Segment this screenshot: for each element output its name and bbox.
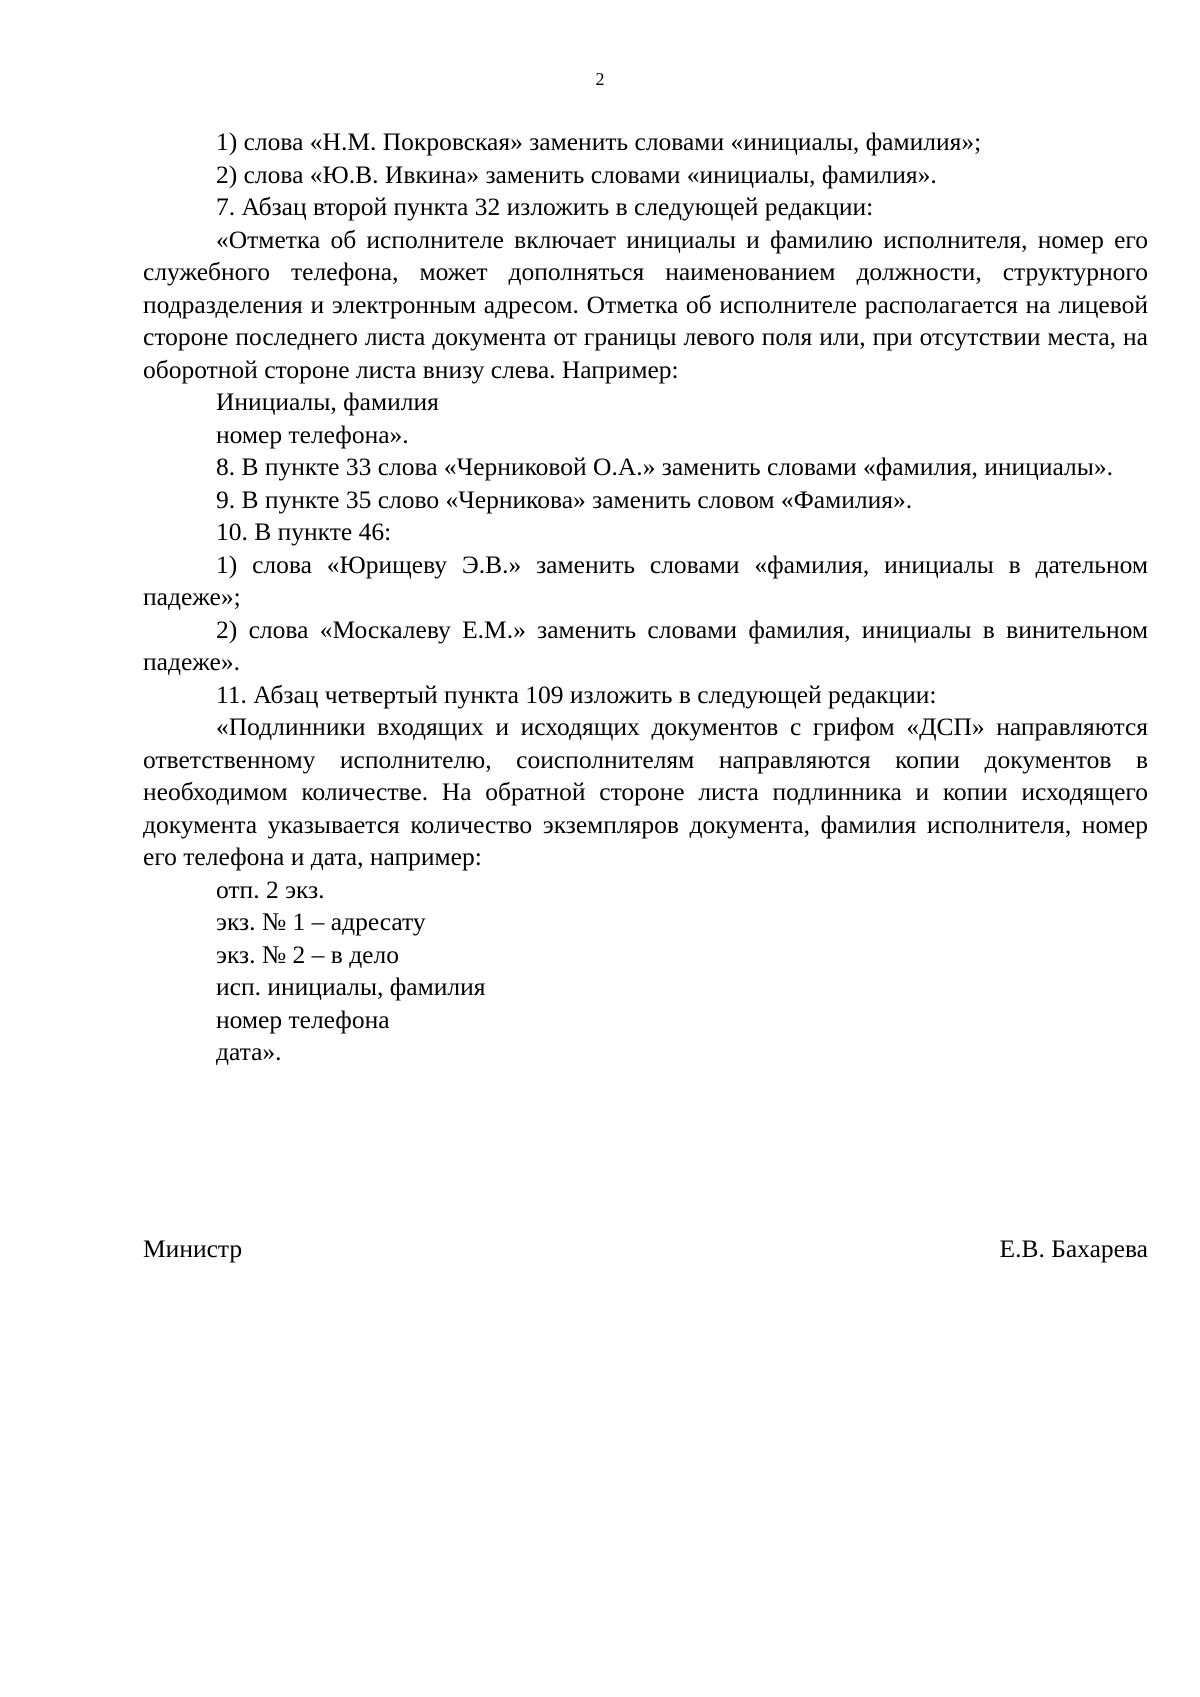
example-line: экз. № 1 – адресату — [216, 907, 426, 936]
paragraph-item-10-2: 2) слова «Москалеву Е.М.» заменить словами фамилия, инициалы в винительном падеже». — [143, 614, 1148, 676]
example-line: дата». — [216, 1037, 282, 1066]
paragraph-point-8: 8. В пункте 33 слова «Черниковой О.А.» заменить словами «фамилия, инициалы». — [216, 452, 1113, 481]
example-line: экз. № 2 – в дело — [216, 939, 399, 969]
example-line: номер телефона — [216, 1004, 390, 1034]
page-number: 2 — [595, 69, 605, 89]
document-body — [143, 126, 1148, 1069]
paragraph-point-10: 10. В пункте 46: — [216, 517, 392, 546]
paragraph-item-1-1: 1) слова «Н.М. Покровская» заменить словами «инициалы, фамилия»; — [216, 127, 982, 156]
signatory-title: Министр — [143, 1234, 243, 1263]
example-line: Инициалы, фамилия — [216, 387, 439, 416]
example-line: отп. 2 экз. — [216, 874, 325, 904]
example-line: номер телефона». — [216, 419, 409, 449]
example-line: исп. инициалы, фамилия — [216, 972, 486, 1001]
signature-block — [143, 1233, 1148, 1266]
paragraph-item-10-1: 1) слова «Юрищеву Э.В.» заменить словами «фамилия, инициалы в дательном падеже»; — [143, 549, 1148, 611]
paragraph-point-9: 9. В пункте 35 слово «Черникова» заменить словом «Фамилия». — [216, 484, 913, 514]
paragraph-point-7: 7. Абзац второй пункта 32 изложить в следующей редакции: — [216, 192, 874, 221]
paragraph-item-1-2: 2) слова «Ю.В. Ивкина» заменить словами «инициалы, фамилия». — [216, 159, 937, 189]
paragraph-point-109-text: «Подлинники входящих и исходящих документов с грифом «ДСП» направляются ответственному исполнителю, соисполнителям направляются копии документов в необходимом количестве. На обратной стороне листа подлинника и копии исходящего документа указывается количество экземпляров документа, фамилия исполнителя, номер его телефона и дата, например: — [143, 712, 1148, 871]
signatory-name: Е.В. Бахарева — [999, 1234, 1148, 1263]
paragraph-point-32-text: «Отметка об исполнителе включает инициалы и фамилию исполнителя, номер его служебного телефона, может дополняться наименованием должности, структурного подразделения и электронным адресом. Отметка об исполнителе располагается на лицевой стороне последнего листа документа от границы левого поля или, при отсутствии места, на оборотной стороне листа внизу слева. Например: — [143, 224, 1148, 384]
paragraph-point-11: 11. Абзац четвертый пункта 109 изложить в следующей редакции: — [216, 679, 937, 709]
